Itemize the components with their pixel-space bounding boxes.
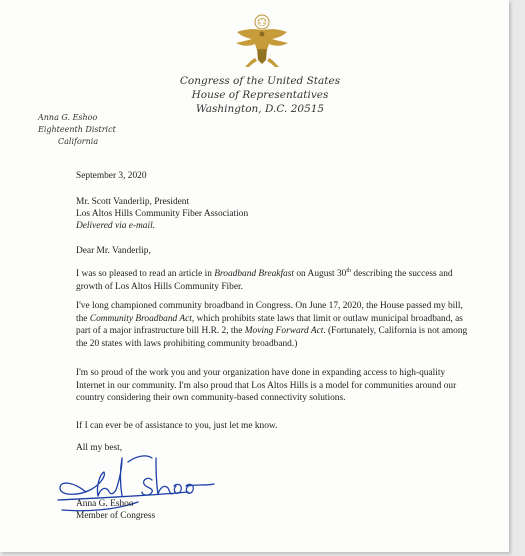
recipient-org: Los Altos Hills Community Fiber Association [76, 209, 249, 219]
great-seal-eagle-icon [233, 12, 291, 72]
member-state: California [58, 137, 99, 146]
paragraph-2: I've long championed community broadband in Congress. On June 17, 2020, the House passed my bill, the Community Broadband Act, which prohibits state laws that limit or outlaw municipal broadband, as part of a major infrastructure bill H.R. 2, the Moving Forward Act. (Fortunately, California is not among the 20 states with laws prohibiting community broadband.) [76, 301, 468, 349]
publication-title: Broadband Breakfast [214, 269, 294, 279]
closing: All my best, [76, 443, 123, 453]
member-name: Anna G. Eshoo [38, 113, 98, 122]
paragraph-3: I'm so proud of the work you and your organization have done in expanding access to high-quality Internet in our community. I'm also proud that Los Altos Hills is a model for communities around our country considering their own community-based connectivity solutions. [76, 368, 457, 404]
letterhead-washington: Washington, D.C. 20515 [195, 103, 325, 115]
paragraph-4: If I can ever be of assistance to you, just let me know. [76, 421, 278, 431]
recipient-delivery: Delivered via e-mail. [76, 221, 156, 231]
signer-name: Anna G. Eshoo [76, 499, 134, 509]
letter-date: September 3, 2020 [76, 171, 147, 181]
signer-title: Member of Congress [76, 511, 156, 521]
letterhead-congress: Congress of the United States [179, 75, 341, 87]
bill-name: Community Broadband Act [89, 313, 192, 324]
member-district: Eighteenth District [38, 125, 116, 134]
paragraph-1: I was so pleased to read an article in Broadband Breakfast on August 30th describing the success and growth of Los Altos Hills Community Fiber. [76, 267, 453, 292]
letterhead-house: House of Representatives [191, 89, 329, 101]
act-name: Moving Forward Act [244, 326, 324, 337]
salutation: Dear Mr. Vanderlip, [76, 246, 151, 256]
recipient-name: Mr. Scott Vanderlip, President [76, 197, 190, 207]
